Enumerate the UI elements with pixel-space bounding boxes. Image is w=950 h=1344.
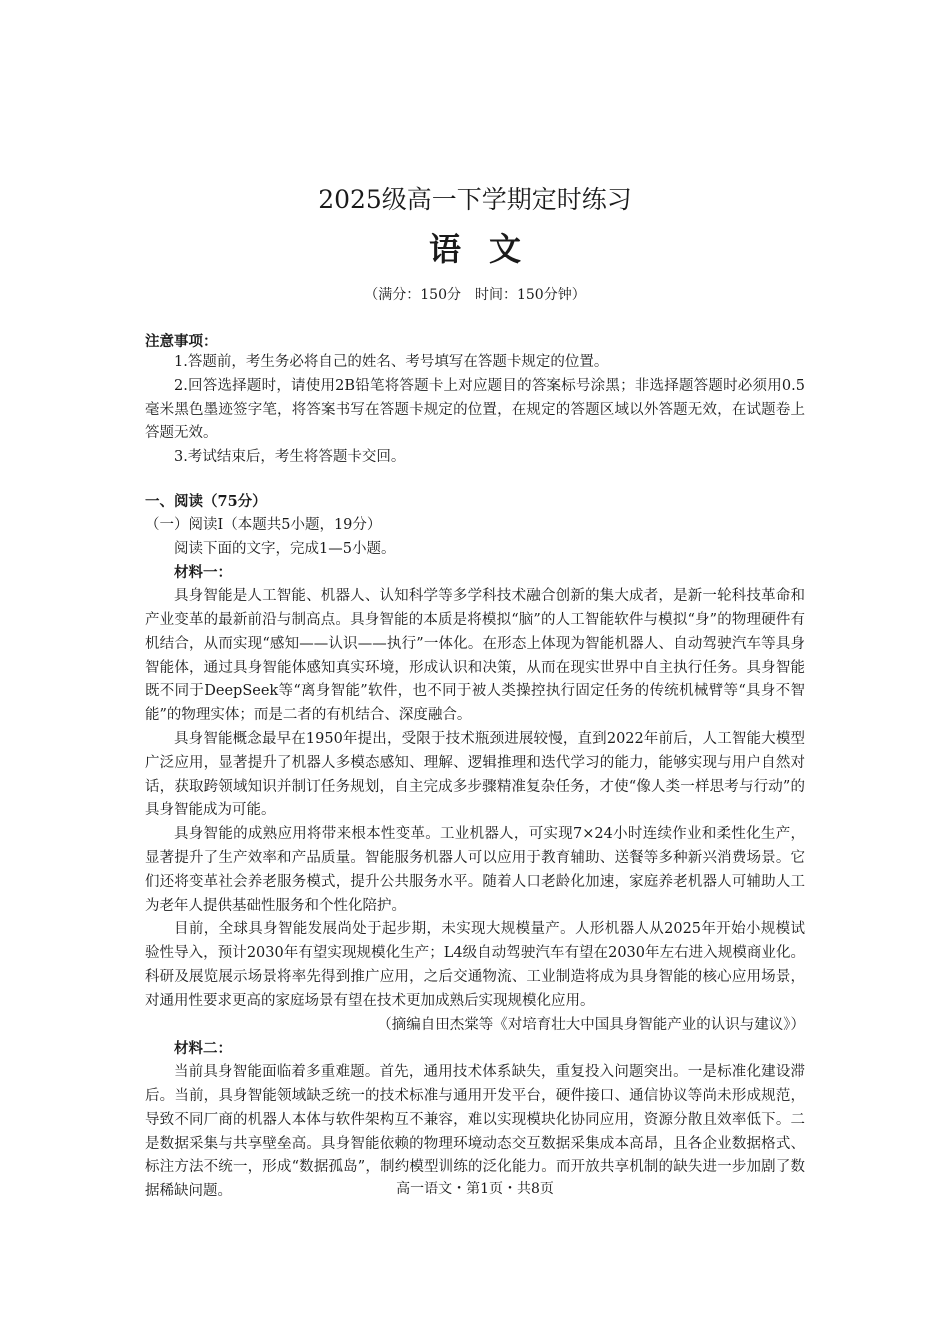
exam-page (145, 180, 805, 1204)
material-1-label: 材料一： (174, 564, 232, 582)
score-time-info: （满分：150分 时间：150分钟） (364, 287, 586, 303)
material-2-label: 材料二： (174, 1040, 232, 1058)
section-heading: 一、阅读（75分） (145, 492, 267, 510)
notice-item-2: 2.回答选择题时，请使用2B铅笔将答题卡上对应题目的答案标号涂黑；非选择题答题时必须用0.5毫米黑色墨迹签字笔，将答案书写在答题卡规定的位置，在规定的答题区域以外答题无效，在试题卷上答题无效。 (145, 377, 805, 442)
material-1-paragraph: 具身智能的成熟应用将带来根本性变革。工业机器人，可实现7×24小时连续作业和柔性化生产，显著提升了生产效率和产品质量。智能服务机器人可以应用于教育辅助、送餐等多种新兴消费场景。它们还将变革社会养老服务模式，提升公共服务水平。随着人口老龄化加速，家庭养老机器人可辅助人工为老年人提供基础性服务和个性化陪护。 (145, 826, 805, 914)
reading-instruction: 阅读下面的文字，完成1—5小题。 (174, 540, 396, 557)
sub-section-heading: （一）阅读Ⅰ（本题共5小题，19分） (145, 516, 382, 533)
material-1-paragraph: 具身智能是人工智能、机器人、认知科学等多学科技术融合创新的集大成者，是新一轮科技革命和产业变革的最新前沿与制高点。具身智能的本质是将模拟“脑”的人工智能软件与模拟“身”的物理硬件有机结合，从而实现“感知——认识——执行”一体化。在形态上体现为智能机器人、自动驾驶汽车等具身智能体，通过具身智能体感知真实环境，形成认识和决策，从而在现实世界中自主执行任务。具身智能既不同于DeepSeek等“离身智能”软件，也不同于被人类操控执行固定任务的传统机械臂等“具身不智能”的物理实体；而是二者的有机结合、深度融合。 (145, 588, 805, 724)
material-1-paragraph: 目前，全球具身智能发展尚处于起步期，未实现大规模量产。人形机器人从2025年开始小规模试验性导入，预计2030年有望实现规模化生产；L4级自动驾驶汽车有望在2030年左右进入规模商业化。科研及展览展示场景将率先得到推广应用，之后交通物流、工业制造将成为具身智能的核心应用场景，对通用性要求更高的家庭场景有望在技术更加成熟后实现规模化应用。 (145, 921, 805, 1009)
notice-heading: 注意事项： (145, 333, 218, 350)
material-1-paragraph: 具身智能概念最早在1950年提出，受限于技术瓶颈进展较慢，直到2022年前后，人工智能大模型广泛应用，显著提升了机器人多模态感知、理解、逻辑推理和迭代学习的能力，能够实现与用户自然对话，获取跨领域知识并制订任务规划，自主完成多步骤精准复杂任务，才使“像人类一样思考与行动”的具身智能成为可能。 (145, 730, 805, 819)
material-2-paragraph: 当前具身智能面临着多重难题。首先，通用技术体系缺失，重复投入问题突出。一是标准化建设滞后。当前，具身智能领域缺乏统一的技术标准与通用开发平台，硬件接口、通信协议等尚未形成规范，导致不同厂商的机器人本体与软件架构互不兼容，难以实现模块化协同应用，资源分散且效率低下。二是数据采集与共享壁垒高。具身智能依赖的物理环境动态交互数据采集成本高昂，且各企业数据格式、标注方法不统一，形成“数据孤岛”，制约模型训练的泛化能力。而开放共享机制的缺失进一步加剧了数据稀缺问题。 (145, 1064, 805, 1200)
notice-item-3: 3.考试结束后，考生将答题卡交回。 (174, 449, 406, 466)
page-footer: 高一语文・第1页・共8页 (396, 1181, 554, 1197)
subject-title: 语文 (428, 230, 549, 268)
material-1-source: （摘编自田杰棠等《对培育壮大中国具身智能产业的认识与建议》） (377, 1016, 805, 1033)
notice-item-1: 1.答题前，考生务必将自己的姓名、考号填写在答题卡规定的位置。 (174, 354, 609, 370)
exam-title: 2025级高一下学期定时练习 (318, 185, 632, 214)
